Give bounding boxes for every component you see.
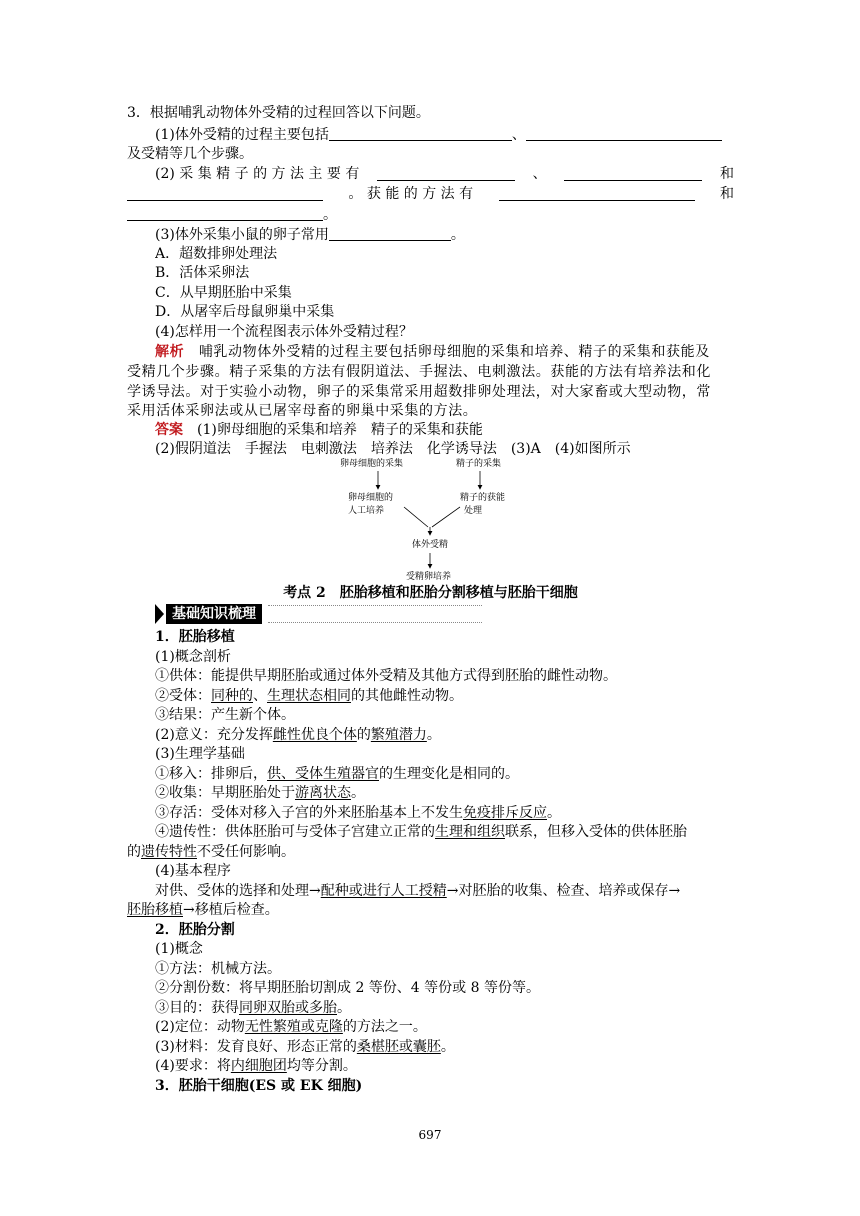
question-part-2: (2) 采 集 精 子 的 方 法 主 要 有 、 和: [155, 166, 734, 182]
text-line: ③存活：受体对移入子宫的外来胚胎基本上不发生免疫排斥反应。: [155, 805, 561, 821]
text-line: 对供、受体的选择和处理→配种或进行人工授精→对胚胎的收集、检查、培养或保存→: [155, 883, 681, 899]
question-part-4: (4)怎样用一个流程图表示体外受精过程？: [155, 324, 413, 340]
ivf-flowchart: [340, 455, 540, 585]
flowchart-arrows: [340, 455, 540, 585]
answer-blank: [127, 185, 323, 201]
text-line: ①移入：排卵后，供、受体生殖器官的生理变化是相同的。: [155, 766, 519, 782]
flow-node-oocyte-collection: 卵母细胞的采集: [340, 459, 404, 469]
text-line: ④遗传性：供体胚胎可与受体子宫建立正常的生理和组织联系，但移入受体的供体胚胎: [155, 824, 687, 840]
question-part-1-cont: 及受精等几个步骤。: [127, 146, 253, 162]
question-part-2-cont: 。 获 能 的 方 法 有 和: [127, 185, 734, 204]
text-line: (2)意义：充分发挥雌性优良个体的繁殖潜力。: [155, 727, 441, 743]
answer-blank: [127, 205, 323, 221]
heading-embryonic-stem-cells: 3．胚胎干细胞(ES 或 EK 细胞): [155, 1078, 363, 1094]
answer-blank: [377, 165, 515, 181]
banner-label: 基础知识梳理: [166, 604, 262, 624]
answer-blank: [329, 225, 451, 241]
answer-label: 答案: [155, 422, 183, 438]
text-line: ②受体：同种的、生理状态相同的其他雌性动物。: [155, 688, 463, 704]
analysis-label: 解析: [155, 344, 185, 360]
answer-blank: [564, 165, 702, 181]
text-line: 胚胎移植→移植后检查。: [127, 902, 279, 918]
banner-arrow-icon: [155, 604, 164, 624]
question-part-1: (1)体外受精的过程主要包括 、: [155, 125, 734, 145]
option-c: C．从早期胚胎中采集: [155, 285, 292, 301]
section-title: 考点 2 胚胎移植和胚胎分割移植与胚胎干细胞: [283, 585, 578, 601]
banner-dotted-rule: [268, 605, 482, 623]
flow-node-capacitation-2: 处理: [464, 506, 483, 516]
flow-node-oocyte-culture-2: 人工培养: [348, 506, 385, 516]
subheading: (1)概念: [155, 941, 203, 957]
subheading: (1)概念剖析: [155, 649, 231, 665]
text-line: (3)材料：发育良好、形态正常的桑椹胚或囊胚。: [155, 1039, 455, 1055]
option-d: D．从屠宰后母鼠卵巢中采集: [155, 304, 335, 320]
subheading: (4)基本程序: [155, 863, 231, 879]
question-part-3: (3)体外采集小鼠的卵子常用 。: [155, 227, 465, 243]
knowledge-banner: [155, 604, 482, 624]
option-a: A．超数排卵处理法: [155, 246, 278, 262]
analysis-line: 解析 哺乳动物体外受精的过程主要包括卵母细胞的采集和培养、精子的采集和获能及: [155, 344, 710, 360]
heading-embryo-splitting: 2．胚胎分割: [155, 922, 235, 938]
flow-node-zygote-culture: 受精卵培养: [406, 572, 452, 582]
answer-line: (2)假阴道法 手握法 电刺激法 培养法 化学诱导法 (3)A (4)如图所示: [155, 441, 631, 457]
analysis-line: 受精几个步骤。精子采集的方法有假阴道法、手握法、电刺激法。获能的方法有培养法和化: [127, 364, 711, 380]
answer-blank: [329, 125, 512, 141]
flow-node-fertilization: 体外受精: [412, 540, 449, 550]
analysis-line: 采用活体采卵法或从已屠宰母畜的卵巢中采集的方法。: [127, 403, 478, 419]
flow-node-oocyte-culture-1: 卵母细胞的: [348, 493, 394, 503]
answer-blank: [499, 185, 695, 201]
analysis-line: 学诱导法。对于实验小动物，卵子的采集常采用超数排卵处理法，对大家畜或大型动物，常: [127, 384, 711, 400]
answer-blank: [526, 125, 722, 141]
text-line: ③结果：产生新个体。: [155, 707, 295, 723]
text-line: (2)定位：动物无性繁殖或克隆的方法之一。: [155, 1019, 427, 1035]
text-line: ①供体：能提供早期胚胎或通过体外受精及其他方式得到胚胎的雌性动物。: [155, 668, 617, 684]
flow-node-capacitation-1: 精子的获能: [460, 493, 506, 503]
text-line: ①方法：机械方法。: [155, 961, 281, 977]
flow-node-sperm-collection: 精子的采集: [456, 459, 502, 469]
answer-line: 答案 (1)卵母细胞的采集和培养 精子的采集和获能: [155, 422, 483, 438]
text-line: ②分割份数：将早期胚胎切割成 2 等份、4 等份或 8 等份等。: [155, 980, 540, 996]
page-number: 697: [418, 1128, 442, 1142]
heading-embryo-transfer: 1．胚胎移植: [155, 629, 235, 645]
text-line: 的遗传特性不受任何影响。: [127, 844, 295, 860]
question-stem: 3．根据哺乳动物体外受精的过程回答以下问题。: [127, 105, 430, 121]
question-part-2-end: 。: [127, 205, 734, 225]
text-line: ②收集：早期胚胎处于游离状态。: [155, 785, 365, 801]
option-b: B．活体采卵法: [155, 265, 250, 281]
subheading: (3)生理学基础: [155, 746, 245, 762]
text-line: ③目的：获得同卵双胎或多胎。: [155, 1000, 351, 1016]
text-line: (4)要求：将内细胞团均等分割。: [155, 1058, 357, 1074]
